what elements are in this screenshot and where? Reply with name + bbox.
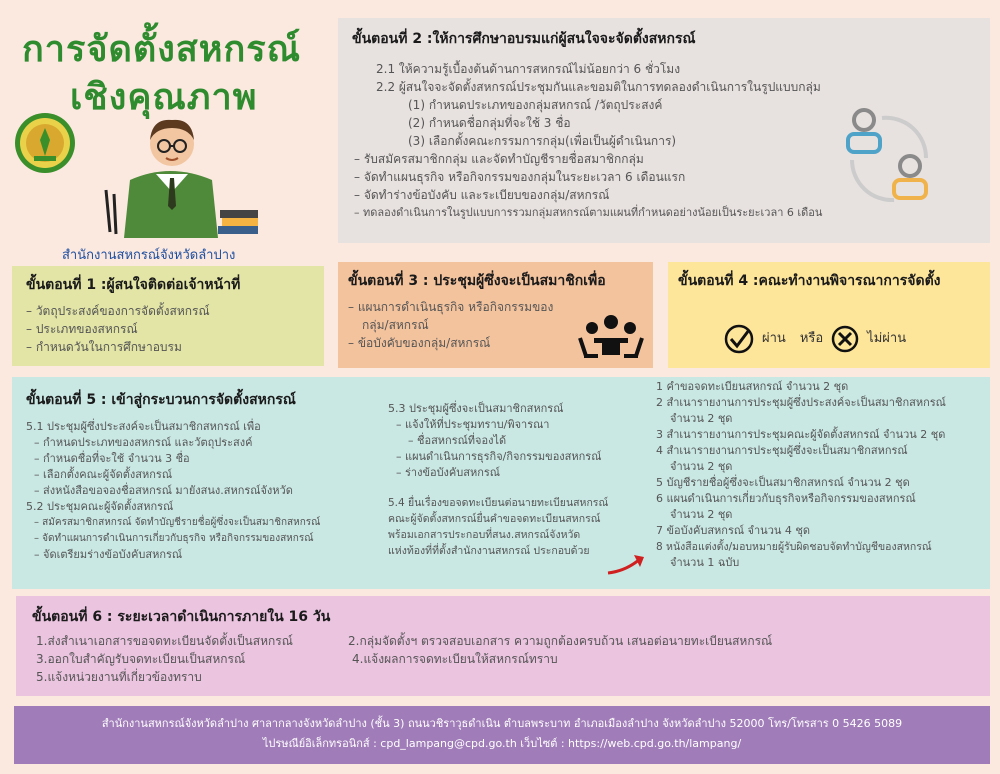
step5-doc-line: 7 ข้อบังคับสหกรณ์ จำนวน 4 ชุด [656, 524, 810, 537]
step1-line: – วัตถุประสงค์ของการจัดตั้งสหกรณ์ [26, 304, 210, 318]
step5-col1-line: 5.2 ประชุมคณะผู้จัดตั้งสหกรณ์ [26, 500, 174, 513]
step2-title: ขั้นตอนที่ 2 :ให้การศึกษาอบรมแก่ผู้สนใจจะจัดตั้งสหกรณ์ [352, 31, 696, 47]
step5-col2-line: พร้อมเอกสารประกอบที่สนง.สหกรณ์จังหวัด [388, 529, 581, 541]
meeting-icon [578, 314, 644, 362]
page-title-line1: การจัดตั้งสหกรณ์ [22, 29, 302, 70]
step2-line: 2.1 ให้ความรู้เบื้องต้นด้านการสหกรณ์ไม่น้อยกว่า 6 ชั่วโมง [376, 62, 681, 76]
step6-line: 5.แจ้งหน่วยงานที่เกี่ยวข้องทราบ [36, 670, 202, 684]
step5-col2-line: – แผนดำเนินการธุรกิจ/กิจกรรมของสหกรณ์ [396, 450, 602, 463]
step5-doc-line: 2 สำเนารายงานการประชุมผู้ซึ่งประสงค์จะเป็นสมาชิกสหกรณ์ [656, 396, 946, 409]
footer-address: สำนักงานสหกรณ์จังหวัดลำปาง ศาลากลางจังหวัดลำปาง (ชั้น 3) ถนนวชิราวุธดำเนิน ตำบลพระบาท อำเภอเมืองลำปาง จังหวัดลำปาง 52000 โทร/โทรสาร 0 5426 5089 [101, 717, 903, 730]
step5-doc-line: จำนวน 2 ชุด [670, 508, 733, 521]
step3-line: – ข้อบังคับของกลุ่ม/สหกรณ์ [348, 336, 491, 350]
step5-col1-line: – จัดเตรียมร่างข้อบังคับสหกรณ์ [34, 548, 183, 561]
step5-col2-line: – แจ้งให้ที่ประชุมทราบ/พิจารณา [396, 418, 550, 431]
step1-title: ขั้นตอนที่ 1 :ผู้สนใจติดต่อเจ้าหน้าที่ [26, 277, 241, 293]
check-circle-icon [724, 324, 754, 354]
step2-box [338, 18, 990, 243]
step5-col1-line: – เลือกตั้งคณะผู้จัดตั้งสหกรณ์ [34, 468, 173, 481]
emblem-seal-icon [14, 112, 76, 174]
step5-col2-line: คณะผู้จัดตั้งสหกรณ์ยื่นคำขอจดทะเบียนสหกรณ์ [388, 513, 601, 525]
step1-line: – กำหนดวันในการศึกษาอบรม [26, 340, 182, 354]
step2-line: – ทดลองดำเนินการในรูปแบบการรวมกลุ่มสหกรณ์ตามแผนที่กำหนดอย่างน้อยเป็นระยะเวลา 6 เดือน [354, 206, 823, 219]
step2-line: – จัดทำแผนธุรกิจ หรือกิจกรรมของกลุ่มในระยะเวลา 6 เดือนแรก [354, 170, 686, 184]
step6-line: 1.ส่งสำเนาเอกสารขอจดทะเบียนจัดตั้งเป็นสหกรณ์ [36, 634, 293, 648]
step5-col1-line: – จัดทำแผนการดำเนินการเกี่ยวกับธุรกิจ หรือกิจกรรมของสหกรณ์ [34, 533, 314, 544]
step5-col2-line: – ร่างข้อบังคับสหกรณ์ [396, 466, 501, 479]
step2-line: (2) กำหนดชื่อกลุ่มที่จะใช้ 3 ชื่อ [408, 116, 571, 130]
step5-col1-line: – ส่งหนังสือขอจองชื่อสหกรณ์ มายังสนง.สหกรณ์จังหวัด [34, 484, 293, 497]
step2-line: 2.2 ผู้สนใจจะจัดตั้งสหกรณ์ประชุมกันและขอมติในการทดลองดำเนินการในรูปแบบกลุ่ม [376, 80, 821, 94]
step2-line: (1) กำหนดประเภทของกลุ่มสหกรณ์ /วัตถุประสงค์ [408, 98, 663, 112]
step5-col2-line: แห่งท้องที่ที่ตั้งสำนักงานสหกรณ์ ประกอบด้วย [388, 545, 590, 557]
step5-col2-line: – ชื่อสหกรณ์ที่จองได้ [408, 434, 507, 447]
step5-doc-line: 5 บัญชีรายชื่อผู้ซึ่งจะเป็นสมาชิกสหกรณ์ จำนวน 2 ชุด [656, 476, 910, 489]
step6-line: 2.กลุ่มจัดตั้งฯ ตรวจสอบเอกสาร ความถูกต้องครบถ้วน เสนอต่อนายทะเบียนสหกรณ์ [348, 634, 773, 648]
step3-line: กลุ่ม/สหกรณ์ [362, 318, 429, 332]
step4-box [668, 262, 990, 368]
step6-title: ขั้นตอนที่ 6 : ระยะเวลาดำเนินการภายใน 16 วัน [32, 609, 331, 625]
step5-col1-line: – สมัครสมาชิกสหกรณ์ จัดทำบัญชีรายชื่อผู้ซึ่งจะเป็นสมาชิกสหกรณ์ [34, 517, 321, 528]
teacher-illustration-icon [84, 110, 262, 238]
step2-line: (3) เลือกตั้งคณะกรรมการกลุ่ม(เพื่อเป็นผู้ดำเนินการ) [408, 134, 677, 148]
step5-col2-line: 5.4 ยื่นเรื่องขอจดทะเบียนต่อนายทะเบียนสหกรณ์ [388, 497, 609, 509]
x-circle-icon [831, 325, 859, 353]
or-label: หรือ [799, 331, 824, 346]
step5-doc-line: 1 คำขอจดทะเบียนสหกรณ์ จำนวน 2 ชุด [656, 380, 849, 393]
step5-col1-line: 5.1 ประชุมผู้ซึ่งประสงค์จะเป็นสมาชิกสหกรณ์ เพื่อ [26, 420, 261, 433]
step6-line: 3.ออกใบสำคัญรับจดทะเบียนเป็นสหกรณ์ [36, 652, 246, 666]
step5-doc-line: 6 แผนดำเนินการเกี่ยวกับธุรกิจหรือกิจกรรมของสหกรณ์ [656, 492, 916, 505]
step5-col1-line: – กำหนดประเภทของสหกรณ์ และวัตถุประสงค์ [34, 436, 253, 449]
step5-col2-line: 5.3 ประชุมผู้ซึ่งจะเป็นสมาชิกสหกรณ์ [388, 402, 564, 415]
step1-box [12, 266, 324, 366]
step5-doc-line: จำนวน 2 ชุด [670, 412, 733, 425]
pass-label: ผ่าน [762, 331, 786, 346]
step2-line: – จัดทำร่างข้อบังคับ และระเบียบของกลุ่ม/สหกรณ์ [354, 188, 610, 202]
step5-doc-line: 4 สำเนารายงานการประชุมผู้ซึ่งจะเป็นสมาชิกสหกรณ์ [656, 444, 908, 457]
step3-line: – แผนการดำเนินธุรกิจ หรือกิจกรรมของ [348, 300, 554, 314]
step2-line: – รับสมัครสมาชิกกลุ่ม และจัดทำบัญชีรายชื่อสมาชิกกลุ่ม [354, 152, 644, 166]
step5-title: ขั้นตอนที่ 5 : เข้าสู่กระบวนการจัดตั้งสหกรณ์ [26, 392, 296, 408]
step6-box [16, 596, 990, 696]
step1-line: – ประเภทของสหกรณ์ [26, 322, 138, 336]
step5-col1-line: – กำหนดชื่อที่จะใช้ จำนวน 3 ชื่อ [34, 452, 190, 465]
step5-box [12, 377, 990, 589]
step5-doc-line: 8 หนังสือแต่งตั้ง/มอบหมายผู้รับผิดชอบจัดทำบัญชีของสหกรณ์ [656, 541, 932, 553]
people-cycle-icon [838, 104, 938, 208]
footer [14, 706, 990, 764]
step3-box [338, 262, 653, 368]
step3-title: ขั้นตอนที่ 3 : ประชุมผู้ซึ่งจะเป็นสมาชิกเพื่อ [348, 273, 606, 289]
page-title-line2: เชิงคุณภาพ [70, 77, 258, 118]
fail-label: ไม่ผ่าน [867, 331, 907, 346]
step4-title: ขั้นตอนที่ 4 :คณะทำงานพิจารณาการจัดตั้ง [678, 273, 941, 289]
step5-doc-line: 3 สำเนารายงานการประชุมคณะผู้จัดตั้งสหกรณ์ จำนวน 2 ชุด [656, 428, 946, 441]
step5-doc-line: จำนวน 2 ชุด [670, 460, 733, 473]
step6-line: 4.แจ้งผลการจดทะเบียนให้สหกรณ์ทราบ [352, 652, 558, 666]
office-name: สำนักงานสหกรณ์จังหวัดลำปาง [62, 248, 236, 263]
footer-contact: ไปรษณีย์อิเล็กทรอนิกส์ : cpd_lampang@cpd.go.th เว็บไซต์ : https://web.cpd.go.th/lampang/ [262, 737, 742, 750]
step5-doc-line: จำนวน 1 ฉบับ [670, 556, 740, 569]
red-arrow-icon [606, 551, 650, 577]
